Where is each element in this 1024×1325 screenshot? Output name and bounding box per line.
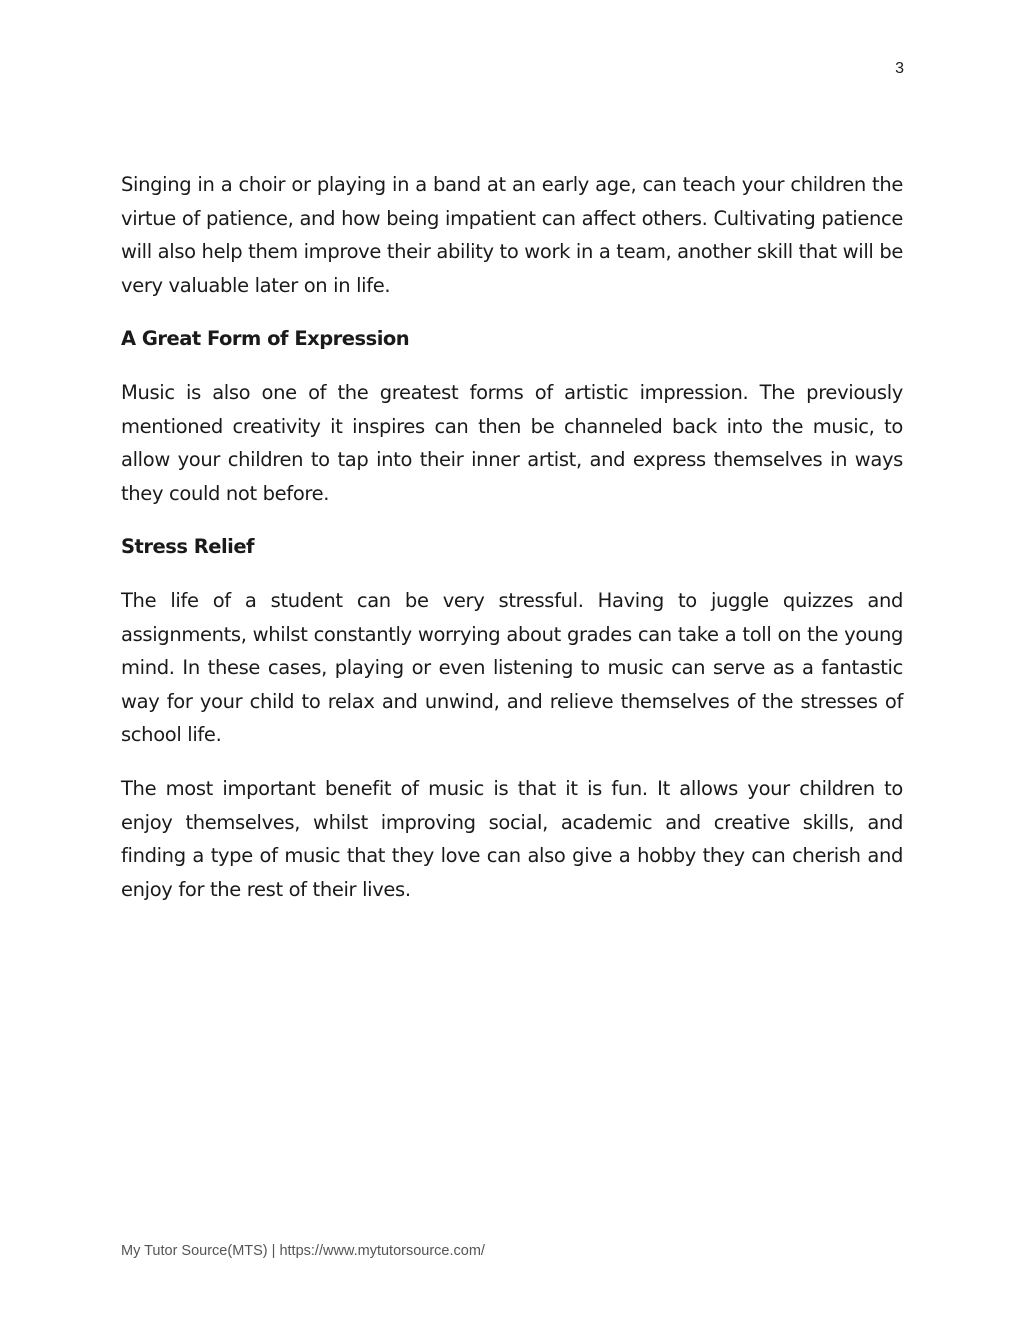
paragraph-conclusion: The most important benefit of music is that it is fun. It allows your children to enjoy themselves, whilst improving social, academic and creative skills, and finding a type of music that they love can also give a hobby they can cherish and enjoy for the rest of their lives. (121, 776, 903, 901)
heading-stress-relief: Stress Relief (121, 535, 255, 559)
heading-expression: A Great Form of Expression (121, 327, 410, 351)
paragraph-patience: Singing in a choir or playing in a band at an early age, can teach your children the virtue of patience, and how being impatient can affect others. Cultivating patience will also help them improve their ability to work in a team, another skill that will be very valuable later on in life. (121, 173, 903, 297)
paragraph-expression: Music is also one of the greatest forms of artistic impression. The previously mentioned creativity it inspires can then be channeled back into the music, to allow your children to tap into their inner artist, and express themselves in ways they could not before. (121, 380, 903, 505)
page-number: 3 (895, 60, 904, 77)
page-footer: My Tutor Source(MTS) | https://www.mytutorsource.com/ (121, 1243, 485, 1259)
document-body (121, 168, 903, 926)
paragraph-stress-relief: The life of a student can be very stressful. Having to juggle quizzes and assignments, whilst constantly worrying about grades can take a toll on the young mind. In these cases, playing or even listening to music can serve as a fantastic way for your child to relax and unwind, and relieve themselves of the stresses of school life. (121, 588, 903, 747)
